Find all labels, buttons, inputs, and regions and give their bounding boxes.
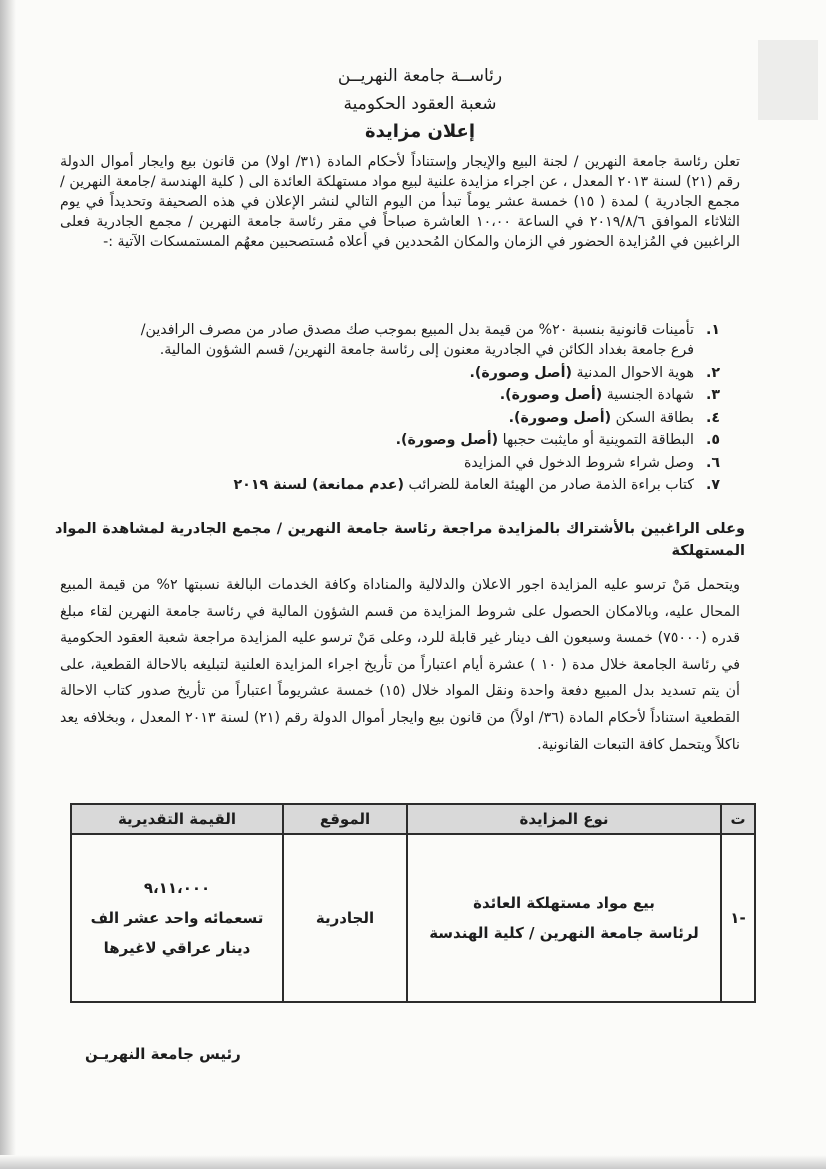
auction-lots-table: [70, 803, 756, 1003]
requirement-text: تأمينات قانونية بنسبة ٢٠% من قيمة بدل المبيع بموجب صك مصدق صادر من مصرف الرافدين/: [140, 322, 694, 338]
value-number: ٩،١١،٠٠٠: [143, 879, 211, 897]
cell-index: -١: [721, 834, 755, 1002]
requirement-number: ٥.: [705, 432, 720, 448]
requirement-item: [60, 430, 720, 450]
requirement-text: بطاقة السكن: [615, 409, 694, 426]
requirement-number: ٦.: [705, 454, 720, 471]
requirement-number: ٤.: [705, 409, 720, 426]
value-words: دينار عراقي لاغيرها: [103, 939, 251, 957]
requirement-item: [60, 320, 720, 360]
requirement-number: ٧.: [705, 477, 720, 493]
requirement-text: البطاقة التموينية أو مايثبت حجبها: [502, 432, 694, 448]
requirement-number: ٢.: [705, 364, 720, 381]
scan-bleed-through: [758, 40, 818, 120]
requirement-note: (عدم ممانعة) لسنة ٢٠١٩: [233, 477, 404, 493]
requirement-text: وصل شراء شروط الدخول في المزايدة: [464, 454, 694, 471]
cell-location: الجادرية: [283, 834, 407, 1002]
terms-paragraph: ويتحمل مَنْ ترسو عليه المزايدة اجور الاعلان والدلالية والمناداة وكافة الخدمات البالغة نسبتها ٢% من قيمة المبيع المحال عليه، وبالامكان الحصول على شروط المزايدة من قسم الشؤون المالية في رئاسة جامعة النهرين لقاء مبلغ قدره (٧٥٠٠٠) خمسة وسبعون الف دينار غير قابلة للرد، وعلى مَنْ ترسو عليه المزايدة مراجعة شعبة العقود الحكومية في رئاسة الجامعة خلال مدة ( ١٠ ) عشرة أيام اعتباراً من تأريخ اجراء المزايدة العلنية لتبليغه بالاحالة القطعية، على أن يتم تسديد بدل المبيع دفعة واحدة ونقل المواد خلال (١٥) خمسة عشريوماً اعتباراً من تأريخ صدور كتاب الاحالة القطعية استناداً لأحكام المادة (٣٦/ اولاً) من قانون بيع وايجار أموال الدولة رقم (٢١) لسنة ٢٠١٣ المعدل ، وبخلافه يعد ناكلاً ويتحمل كافة التبعات القانونية.: [60, 577, 741, 753]
requirement-item: [60, 385, 720, 405]
call-to-bidders: وعلى الراغبين بالأشتراك بالمزايدة مراجعة رئاسة جامعة النهرين / مجمع الجادرية لمشاهدة المواد المستهلكة: [55, 521, 745, 559]
signature-line: رئيس جامعة النهريـن: [85, 1045, 241, 1063]
auction-type-line: لرئاسة جامعة النهرين / كلية الهندسة: [429, 924, 699, 942]
requirement-item: [60, 408, 720, 428]
requirement-item: [60, 363, 720, 383]
table-header-row: [71, 804, 755, 834]
auction-type-line: بيع مواد مستهلكة العائدة: [473, 894, 655, 912]
requirement-note: (أصل وصورة).: [469, 364, 572, 381]
requirement-text: شهادة الجنسية: [606, 387, 694, 403]
value-words: تسعمائه واحد عشر الف: [90, 909, 264, 927]
requirement-text: كتاب براءة الذمة صادر من الهيئة العامة للضرائب: [408, 477, 694, 493]
requirement-note: (أصل وصورة).: [508, 409, 612, 426]
col-header-auction-type: نوع المزايدة: [407, 804, 721, 834]
col-header-location: الموقع: [283, 804, 407, 834]
requirement-text-continued: فرع جامعة بغداد الكائن في الجادرية معنون إلى رئاسة جامعة النهرين/ قسم الشؤون المالية.: [159, 342, 694, 358]
table-row: [71, 834, 755, 1002]
requirement-number: ٣.: [705, 387, 720, 403]
requirement-note: (أصل وصورة).: [499, 387, 603, 403]
cell-auction-type: [407, 834, 721, 1002]
requirement-item: [60, 475, 720, 495]
requirements-list: [60, 320, 720, 498]
notice-title: إعلان مزايدة: [364, 121, 476, 142]
issuer-presidency: رئاســة جامعة النهريــن: [337, 66, 503, 86]
requirement-number: ١.: [705, 322, 720, 338]
col-header-estimated-value: القيمة التقديرية: [71, 804, 283, 834]
col-header-index: ت: [721, 804, 755, 834]
scan-edge-shadow: [0, 0, 16, 1169]
intro-paragraph: تعلن رئاسة جامعة النهرين / لجنة البيع والإيجار وإستناداً لأحكام المادة (٣١/ اولا) من قانون بيع وايجار أموال الدولة رقم (٢١) لسنة ٢٠١٣ المعدل ، عن اجراء مزايدة علنية لبيع مواد مستهلكة العائدة الى ( كلية الهندسة /جامعة النهرين / مجمع الجادرية ) لمدة ( ١٥) خمسة عشر يوماً تبدأ من اليوم التالي لنشر الإعلان في هذه الصحيفة وتحديداً في يوم الثلاثاء الموافق ٢٠١٩/٨/٦ في الساعة ١٠،٠٠ العاشرة صباحاً في مقر رئاسة جامعة النهرين / مجمع الجادرية فعلى الراغبين في المُزايدة الحضور في الزمان والمكان المُحددين في أعلاه مُستصحبين معهُم المستمسكات الآتية :-: [60, 154, 741, 250]
scan-bottom-shadow: [0, 1155, 826, 1169]
requirement-item: [60, 453, 720, 473]
requirement-text: هوية الاحوال المدنية: [576, 364, 694, 381]
cell-estimated-value: [71, 834, 283, 1002]
issuer-section: شعبة العقود الحكومية: [343, 94, 497, 114]
requirement-note: (أصل وصورة).: [395, 432, 499, 448]
